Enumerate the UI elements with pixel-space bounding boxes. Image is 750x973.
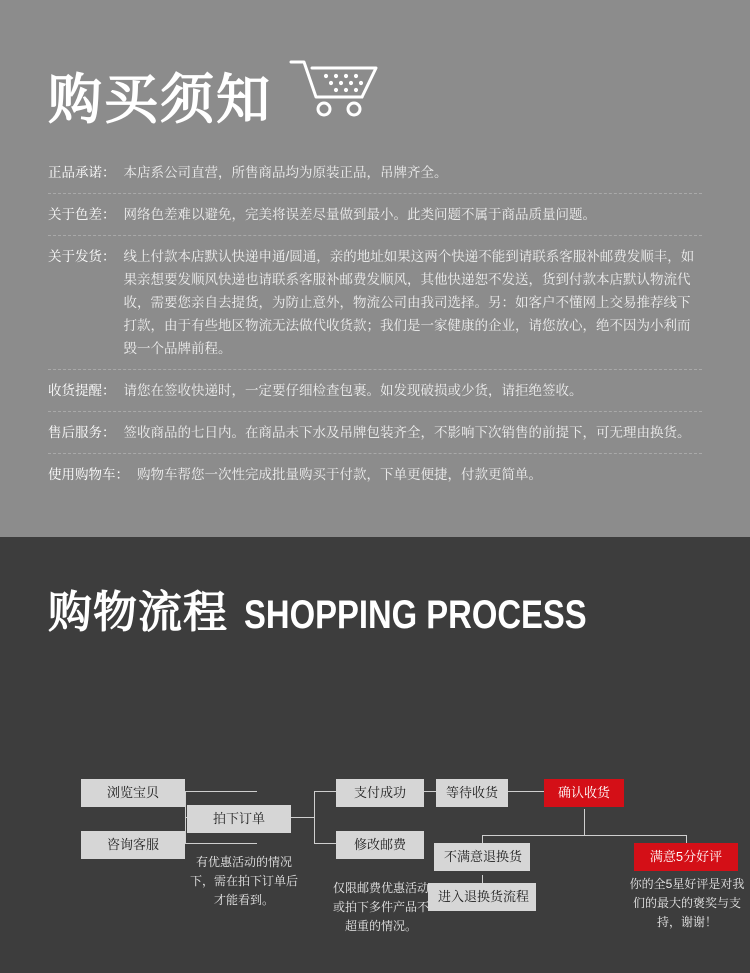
connector <box>584 809 585 835</box>
section-title-cn: 购物流程 <box>48 587 228 638</box>
node-consult[interactable]: 咨询客服 <box>81 831 185 859</box>
node-five-star[interactable]: 满意5分好评 <box>634 843 738 871</box>
connector <box>185 791 257 792</box>
note-text: 本店系公司直营，所售商品均为原装正品，吊牌齐全。 <box>123 165 448 180</box>
note-label: 售后服务： <box>48 425 116 440</box>
note-text: 线上付款本店默认快递申通/圆通，亲的地址如果这两个快递不能到请联系客服补邮费发顺丰，如果亲想要发顺风快递也请联系客服补邮费发顺风，其他快递恕不发送，货到付款本店默认物流代收，需要您亲自去提货，为防止意外，物流公司由我司选择。另：如客户不懂网上交易推荐线下打款，由于有些地区物流无法做代收货款；我们是一家健康的企业，请您放心，绝不因为小利而毁一个品牌前程。 <box>123 249 695 356</box>
note-label: 关于发货： <box>48 249 116 264</box>
note-label: 正品承诺： <box>48 165 116 180</box>
node-pay-success[interactable]: 支付成功 <box>336 779 424 807</box>
note-text: 网络色差难以避免，完美将误差尽量做到最小。此类问题不属于商品质量问题。 <box>123 207 596 222</box>
note-label: 使用购物车： <box>48 467 129 482</box>
process-flowchart <box>48 679 745 933</box>
caption-place-order: 有优惠活动的情况下，需在拍下订单后才能看到。 <box>190 855 299 907</box>
connector <box>185 843 257 844</box>
note-text: 请您在签收快递时，一定要仔细检查包裹。如发现破损或少货，请拒绝签收。 <box>123 383 583 398</box>
note-text: 签收商品的七日内。在商品未下水及吊牌包装齐全，不影响下次销售的前提下，可无理由换货。 <box>123 425 691 440</box>
node-return-exchange[interactable]: 不满意退换货 <box>434 843 530 871</box>
shopping-cart-icon <box>288 57 380 124</box>
node-modify-fee[interactable]: 修改邮费 <box>336 831 424 859</box>
connector <box>314 791 315 843</box>
caption-five-star: 你的全5星好评是对我们的最大的褒奖与支持，谢谢！ <box>629 877 745 929</box>
node-place-order[interactable]: 拍下订单 <box>187 805 291 833</box>
page-title: 购买须知 <box>48 68 272 131</box>
purchase-notes-list <box>48 152 702 495</box>
note-row <box>48 454 702 495</box>
caption-modify-fee: 仅限邮费优惠活动或拍下多件产品不超重的情况。 <box>332 881 429 933</box>
note-label: 收货提醒： <box>48 383 116 398</box>
note-row <box>48 370 702 412</box>
note-row <box>48 412 702 454</box>
shopping-process-header <box>48 589 702 637</box>
node-confirm-receipt[interactable]: 确认收货 <box>544 779 624 807</box>
connector <box>508 791 544 792</box>
connector <box>314 843 336 844</box>
note-row <box>48 194 702 236</box>
node-enter-return-flow[interactable]: 进入退换货流程 <box>428 883 536 911</box>
note-row <box>48 236 702 370</box>
purchase-notes-header <box>48 50 702 130</box>
connector <box>482 835 686 836</box>
note-text: 购物车帮您一次性完成批量购买于付款，下单更便捷，付款更简单。 <box>137 467 542 482</box>
connector <box>314 791 336 792</box>
node-await-receipt[interactable]: 等待收货 <box>436 779 508 807</box>
note-row <box>48 152 702 194</box>
shopping-process-section <box>0 537 750 973</box>
section-title-en: SHOPPING PROCESS <box>244 593 587 637</box>
node-browse[interactable]: 浏览宝贝 <box>81 779 185 807</box>
note-label: 关于色差： <box>48 207 116 222</box>
